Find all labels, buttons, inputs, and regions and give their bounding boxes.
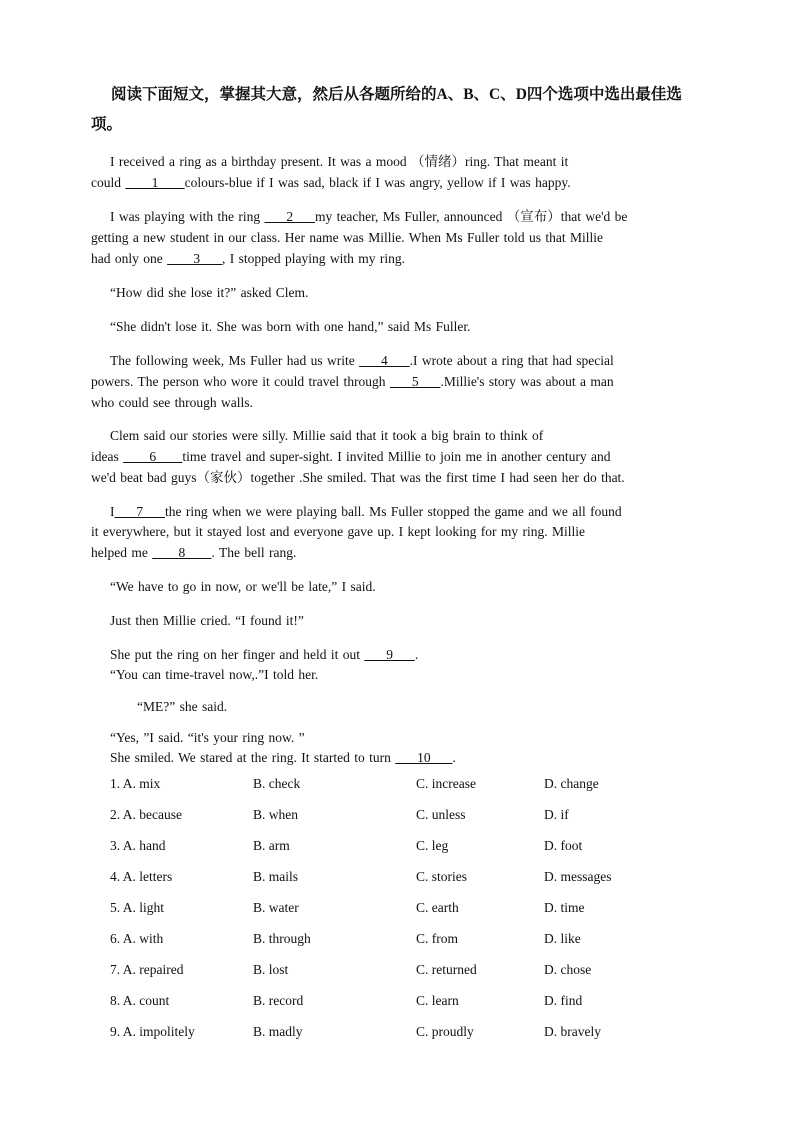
passage-line: I 7 the ring when we were playing ball. Ms Fuller stopped the game and we all found [110,504,622,519]
passage-line: “Yes, ”I said. “it's your ring now. ” [110,730,305,745]
option-b[interactable]: B. through [253,931,311,946]
option-a[interactable]: 9. A. impolitely [110,1024,195,1039]
blank-6: 6 [123,449,183,464]
option-b[interactable]: B. madly [253,1024,303,1039]
option-d[interactable]: D. bravely [544,1024,601,1039]
option-c[interactable]: C. returned [416,962,477,977]
passage-line: “She didn't lose it. She was born with one hand,” said Ms Fuller. [110,319,471,334]
blank-9: 9 [364,647,415,662]
passage-line: She smiled. We stared at the ring. It started to turn 10 . [110,750,456,765]
passage-line: could 1 colours-blue if I was sad, black if I was angry, yellow if I was happy. [91,175,571,190]
option-b[interactable]: B. when [253,807,298,822]
option-d[interactable]: D. chose [544,962,592,977]
option-c[interactable]: C. proudly [416,1024,474,1039]
option-b[interactable]: B. lost [253,962,289,977]
blank-8: 8 [152,545,212,560]
blank-3: 3 [167,251,222,266]
instruction-heading: 阅读下面短文，掌握其大意，然后从各题所给的A、B、C、D四个选项中选出最佳选项。 [91,86,682,133]
blank-1: 1 [125,175,185,190]
passage-line: “How did she lose it?” asked Clem. [110,285,309,300]
option-d[interactable]: D. find [544,993,583,1008]
passage-line: The following week, Ms Fuller had us write 4 .I wrote about a ring that had special [110,353,614,368]
option-a[interactable]: 1. A. mix [110,776,161,791]
option-d[interactable]: D. if [544,807,569,822]
option-b[interactable]: B. record [253,993,304,1008]
blank-4: 4 [359,353,410,368]
option-a[interactable]: 3. A. hand [110,838,166,853]
option-a[interactable]: 8. A. count [110,993,170,1008]
passage-line: I received a ring as a birthday present. It was a mood （情绪）ring. That meant it [110,154,569,169]
blank-5: 5 [389,374,441,389]
option-a[interactable]: 7. A. repaired [110,962,184,977]
option-d[interactable]: D. change [544,776,599,791]
option-c[interactable]: C. increase [416,776,476,791]
option-d[interactable]: D. foot [544,838,583,853]
option-a[interactable]: 4. A. letters [110,869,173,884]
passage-line: “We have to go in now, or we'll be late,” I said. [110,579,376,594]
option-c[interactable]: C. from [416,931,458,946]
option-a[interactable]: 5. A. light [110,900,165,915]
option-b[interactable]: B. arm [253,838,290,853]
passage-line: “You can time-travel now,.”I told her. [110,667,319,682]
option-c[interactable]: C. stories [416,869,468,884]
passage-line: “ME?” she said. [137,699,228,714]
passage-line: powers. The person who wore it could travel through 5 .Millie's story was about a man [91,374,614,389]
option-d[interactable]: D. messages [544,869,612,884]
option-a[interactable]: 2. A. because [110,807,182,822]
passage-line: ideas 6 time travel and super-sight. I invited Millie to join me in another century and [91,449,611,464]
passage-line: Clem said our stories were silly. Millie said that it took a big brain to think of [110,428,544,443]
passage-line: had only one 3 , I stopped playing with my ring. [91,251,405,266]
passage-line: Just then Millie cried. “I found it!” [110,613,304,628]
option-b[interactable]: B. mails [253,869,299,884]
passage-line: we'd beat bad guys（家伙）together .She smiled. That was the first time I had seen her do that. [91,470,625,485]
passage-line: I was playing with the ring 2 my teacher, Ms Fuller, announced （宣布）that we'd be [110,209,628,224]
option-a[interactable]: 6. A. with [110,931,164,946]
passage-line: getting a new student in our class. Her name was Millie. When Ms Fuller told us that Millie [91,230,604,245]
passage-line: She put the ring on her finger and held it out 9 . [110,647,419,662]
passage-line: it everywhere, but it stayed lost and everyone gave up. I kept looking for my ring. Millie [91,524,586,539]
option-d[interactable]: D. time [544,900,585,915]
option-c[interactable]: C. earth [416,900,459,915]
option-b[interactable]: B. water [253,900,299,915]
passage-line: helped me 8 . The bell rang. [91,545,297,560]
option-b[interactable]: B. check [253,776,301,791]
blank-2: 2 [264,209,315,224]
option-c[interactable]: C. leg [416,838,449,853]
blank-10: 10 [395,750,453,765]
option-d[interactable]: D. like [544,931,581,946]
option-c[interactable]: C. unless [416,807,466,822]
passage-line: who could see through walls. [91,395,253,410]
option-c[interactable]: C. learn [416,993,459,1008]
blank-7: 7 [114,504,165,519]
